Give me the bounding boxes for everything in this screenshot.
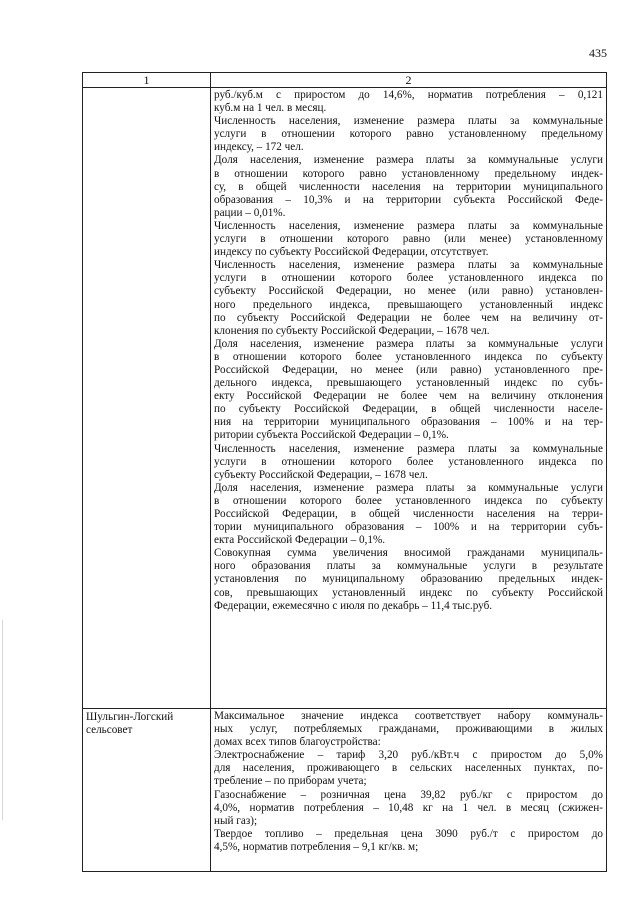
paragraph — [214, 154, 603, 219]
text-line: сов, превышающих установленный индекс по субъекту Российской — [214, 586, 603, 599]
text-line: требление – по приборам учета; — [214, 775, 367, 788]
document-table — [82, 72, 607, 872]
paragraph — [214, 443, 603, 482]
text-line: домах всех типов благоустройства: — [214, 736, 381, 749]
text-line: Федерации, ежемесячно с июля по декабрь – 11,4 тыс.руб. — [214, 599, 493, 612]
text-line: Твердое топливо – предельная цена 3090 руб./т с приростом до — [214, 827, 603, 840]
text-line: 4,0%, норматив потребления – 10,48 кг на 1 чел. в месяц (сжижен- — [214, 801, 603, 814]
text-line: индексу по субъекту Российской Федерации, отсутствует. — [214, 246, 489, 259]
text-line: установления по муниципальному образованию предельных индек- — [214, 573, 603, 586]
text-line: Численность населения, изменение размера платы за коммунальные — [214, 219, 603, 232]
table-row — [83, 709, 607, 872]
paragraph — [214, 828, 603, 854]
text-line: ного образования платы за коммунальные услуги в результате — [214, 560, 603, 573]
paragraph — [214, 547, 603, 612]
text-line: услуги в отношении которого более установленного индекса по — [214, 455, 603, 468]
text-line: в отношении которого более установленного индекса по субъекту — [214, 494, 603, 507]
text-line: куб.м на 1 чел. в месяц. — [214, 102, 327, 115]
text-line: тории муниципального образования – 100% и на территории субъ- — [214, 521, 603, 534]
text-line: дельного индекса, превышающего установленный индекс по субъ- — [214, 377, 603, 390]
paragraph — [214, 115, 603, 154]
text-line: индексу, – 172 чел. — [214, 141, 304, 154]
text-line: Доля населения, изменение размера платы за коммунальные услуги — [214, 154, 603, 167]
text-line: в отношении которого равно установленному предельному индек- — [214, 167, 603, 180]
text-line: руб./куб.м с приростом до 14,6%, норматив потребления – 0,121 — [214, 89, 603, 101]
page-number: 435 — [589, 46, 607, 60]
text-line: субъекту Российской Федерации, – 1678 чел. — [214, 468, 428, 481]
text-line: су, в общей численности населения на территории муниципального — [214, 180, 603, 193]
paragraph — [214, 710, 603, 749]
text-line: рации – 0,01%. — [214, 206, 286, 219]
municipality-cell — [83, 88, 211, 709]
paragraph — [214, 89, 603, 115]
text-line: Максимальное значение индекса соответствует набору коммуналь- — [214, 710, 603, 722]
text-line: услуги в отношении которого равно (или менее) установленному — [214, 233, 603, 246]
text-line: для населения, проживающего в сельских населенных пунктах, по- — [214, 762, 603, 775]
description-cell — [211, 709, 607, 872]
paragraph — [214, 259, 603, 338]
text-line: ния на территории муниципального образования – 100% и на тер- — [214, 416, 603, 429]
text-line: ного предельного индекса, превышающего установленный индекс — [214, 298, 603, 311]
text-line: ритории субъекта Российской Федерации – 0,1%. — [214, 429, 449, 442]
paragraph — [214, 789, 603, 828]
column-header-2: 2 — [211, 73, 607, 88]
text-line: Численность населения, изменение размера платы за коммунальные — [214, 259, 603, 272]
text-line: Численность населения, изменение размера платы за коммунальные — [214, 115, 603, 128]
text-line: Доля населения, изменение размера платы за коммунальные услуги — [214, 481, 603, 494]
text-line: екта Российской Федерации – 0,1%. — [214, 534, 386, 547]
text-line: Доля населения, изменение размера платы за коммунальные услуги — [214, 337, 603, 350]
text-line: субъекту Российской Федерации, но менее (или равно) установлен- — [214, 285, 603, 298]
municipality-cell: Шульгин-Логский сельсовет — [83, 709, 211, 872]
text-line: 4,5%, норматив потребления – 9,1 кг/кв. м; — [214, 840, 419, 853]
description-cell — [211, 88, 607, 709]
text-line: услуги в отношении которого более установленного индекса по — [214, 272, 603, 285]
text-line: образования – 10,3% и на территории субъекта Российской Феде- — [214, 193, 603, 206]
text-line: ный газ); — [214, 814, 258, 827]
text-line: екту Российской Федерации не более чем на величину отклонения — [214, 390, 603, 403]
text-line: клонения по субъекту Российской Федерации, – 1678 чел. — [214, 324, 490, 337]
text-line: Российской Федерации, в общей численности населения на терри- — [214, 508, 603, 520]
text-line: услуги в отношении которого равно установленному предельному — [214, 128, 603, 141]
text-line: по субъекту Российской Федерации не более чем на величину от- — [214, 311, 603, 324]
column-header-1: 1 — [83, 73, 211, 88]
scan-edge-mark — [2, 620, 3, 820]
text-line: Российской Федерации, но менее (или равно) установленного пре- — [214, 363, 603, 376]
paragraph — [214, 482, 603, 547]
paragraph — [214, 338, 603, 443]
text-line: Газоснабжение – розничная цена 39,82 руб./кг с приростом до — [214, 788, 603, 801]
text-line: Электроснабжение – тариф 3,20 руб./кВт.ч с приростом до 5,0% — [214, 749, 603, 762]
table-header-row — [83, 73, 607, 88]
text-line: по субъекту Российской Федерации, в общей численности населе- — [214, 403, 603, 416]
paragraph — [214, 220, 603, 259]
paragraph — [214, 749, 603, 788]
table-row — [83, 88, 607, 709]
text-line: Совокупная сумма увеличения вносимой гражданами муниципаль- — [214, 547, 603, 560]
text-line: Численность населения, изменение размера платы за коммунальные — [214, 442, 603, 455]
text-line: ных услуг, потребляемых гражданами, проживающими в жилых — [214, 723, 603, 736]
text-line: в отношении которого более установленного индекса по субъекту — [214, 350, 603, 363]
